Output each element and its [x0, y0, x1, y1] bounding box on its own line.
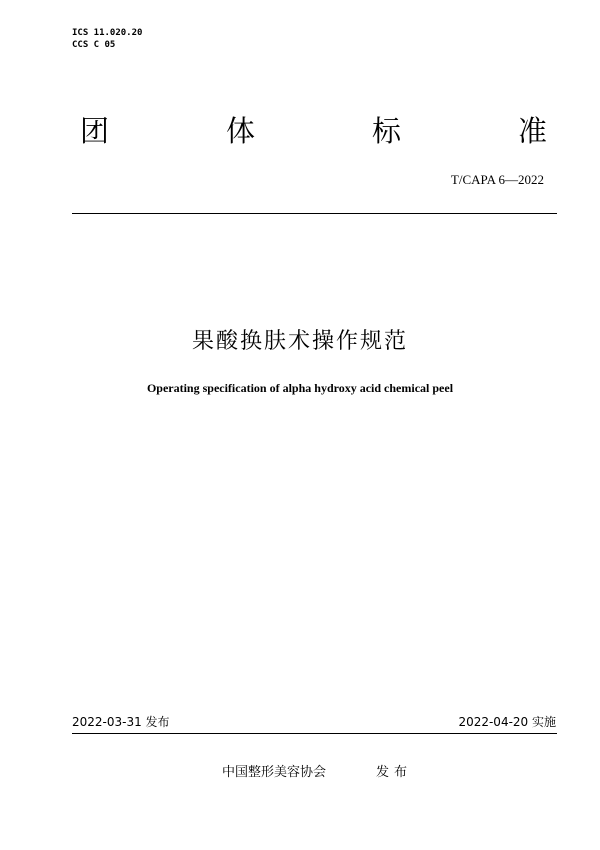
header-char-2: 体: [226, 114, 256, 148]
top-divider: [72, 213, 557, 214]
header-char-3: 标: [372, 114, 402, 148]
title-chinese: 果酸换肤术操作规范: [191, 329, 408, 354]
ccs-code: CCS C 05: [72, 40, 116, 50]
title-english: Operating specification of alpha hydroxy acid chemical peel: [146, 381, 454, 395]
header-char-1: 团: [80, 114, 110, 148]
publisher-name: 中国整形美容协会: [222, 765, 327, 780]
implementation-date: 2022-04-20 实施: [458, 715, 556, 729]
ics-code: ICS 11.020.20: [72, 28, 143, 38]
standard-number: T/CAPA 6—2022: [450, 172, 544, 187]
bottom-divider: [72, 733, 557, 734]
header-char-4: 准: [518, 114, 548, 148]
issue-date: 2022-03-31 发布: [72, 715, 170, 729]
publish-label: 发布: [376, 765, 413, 780]
